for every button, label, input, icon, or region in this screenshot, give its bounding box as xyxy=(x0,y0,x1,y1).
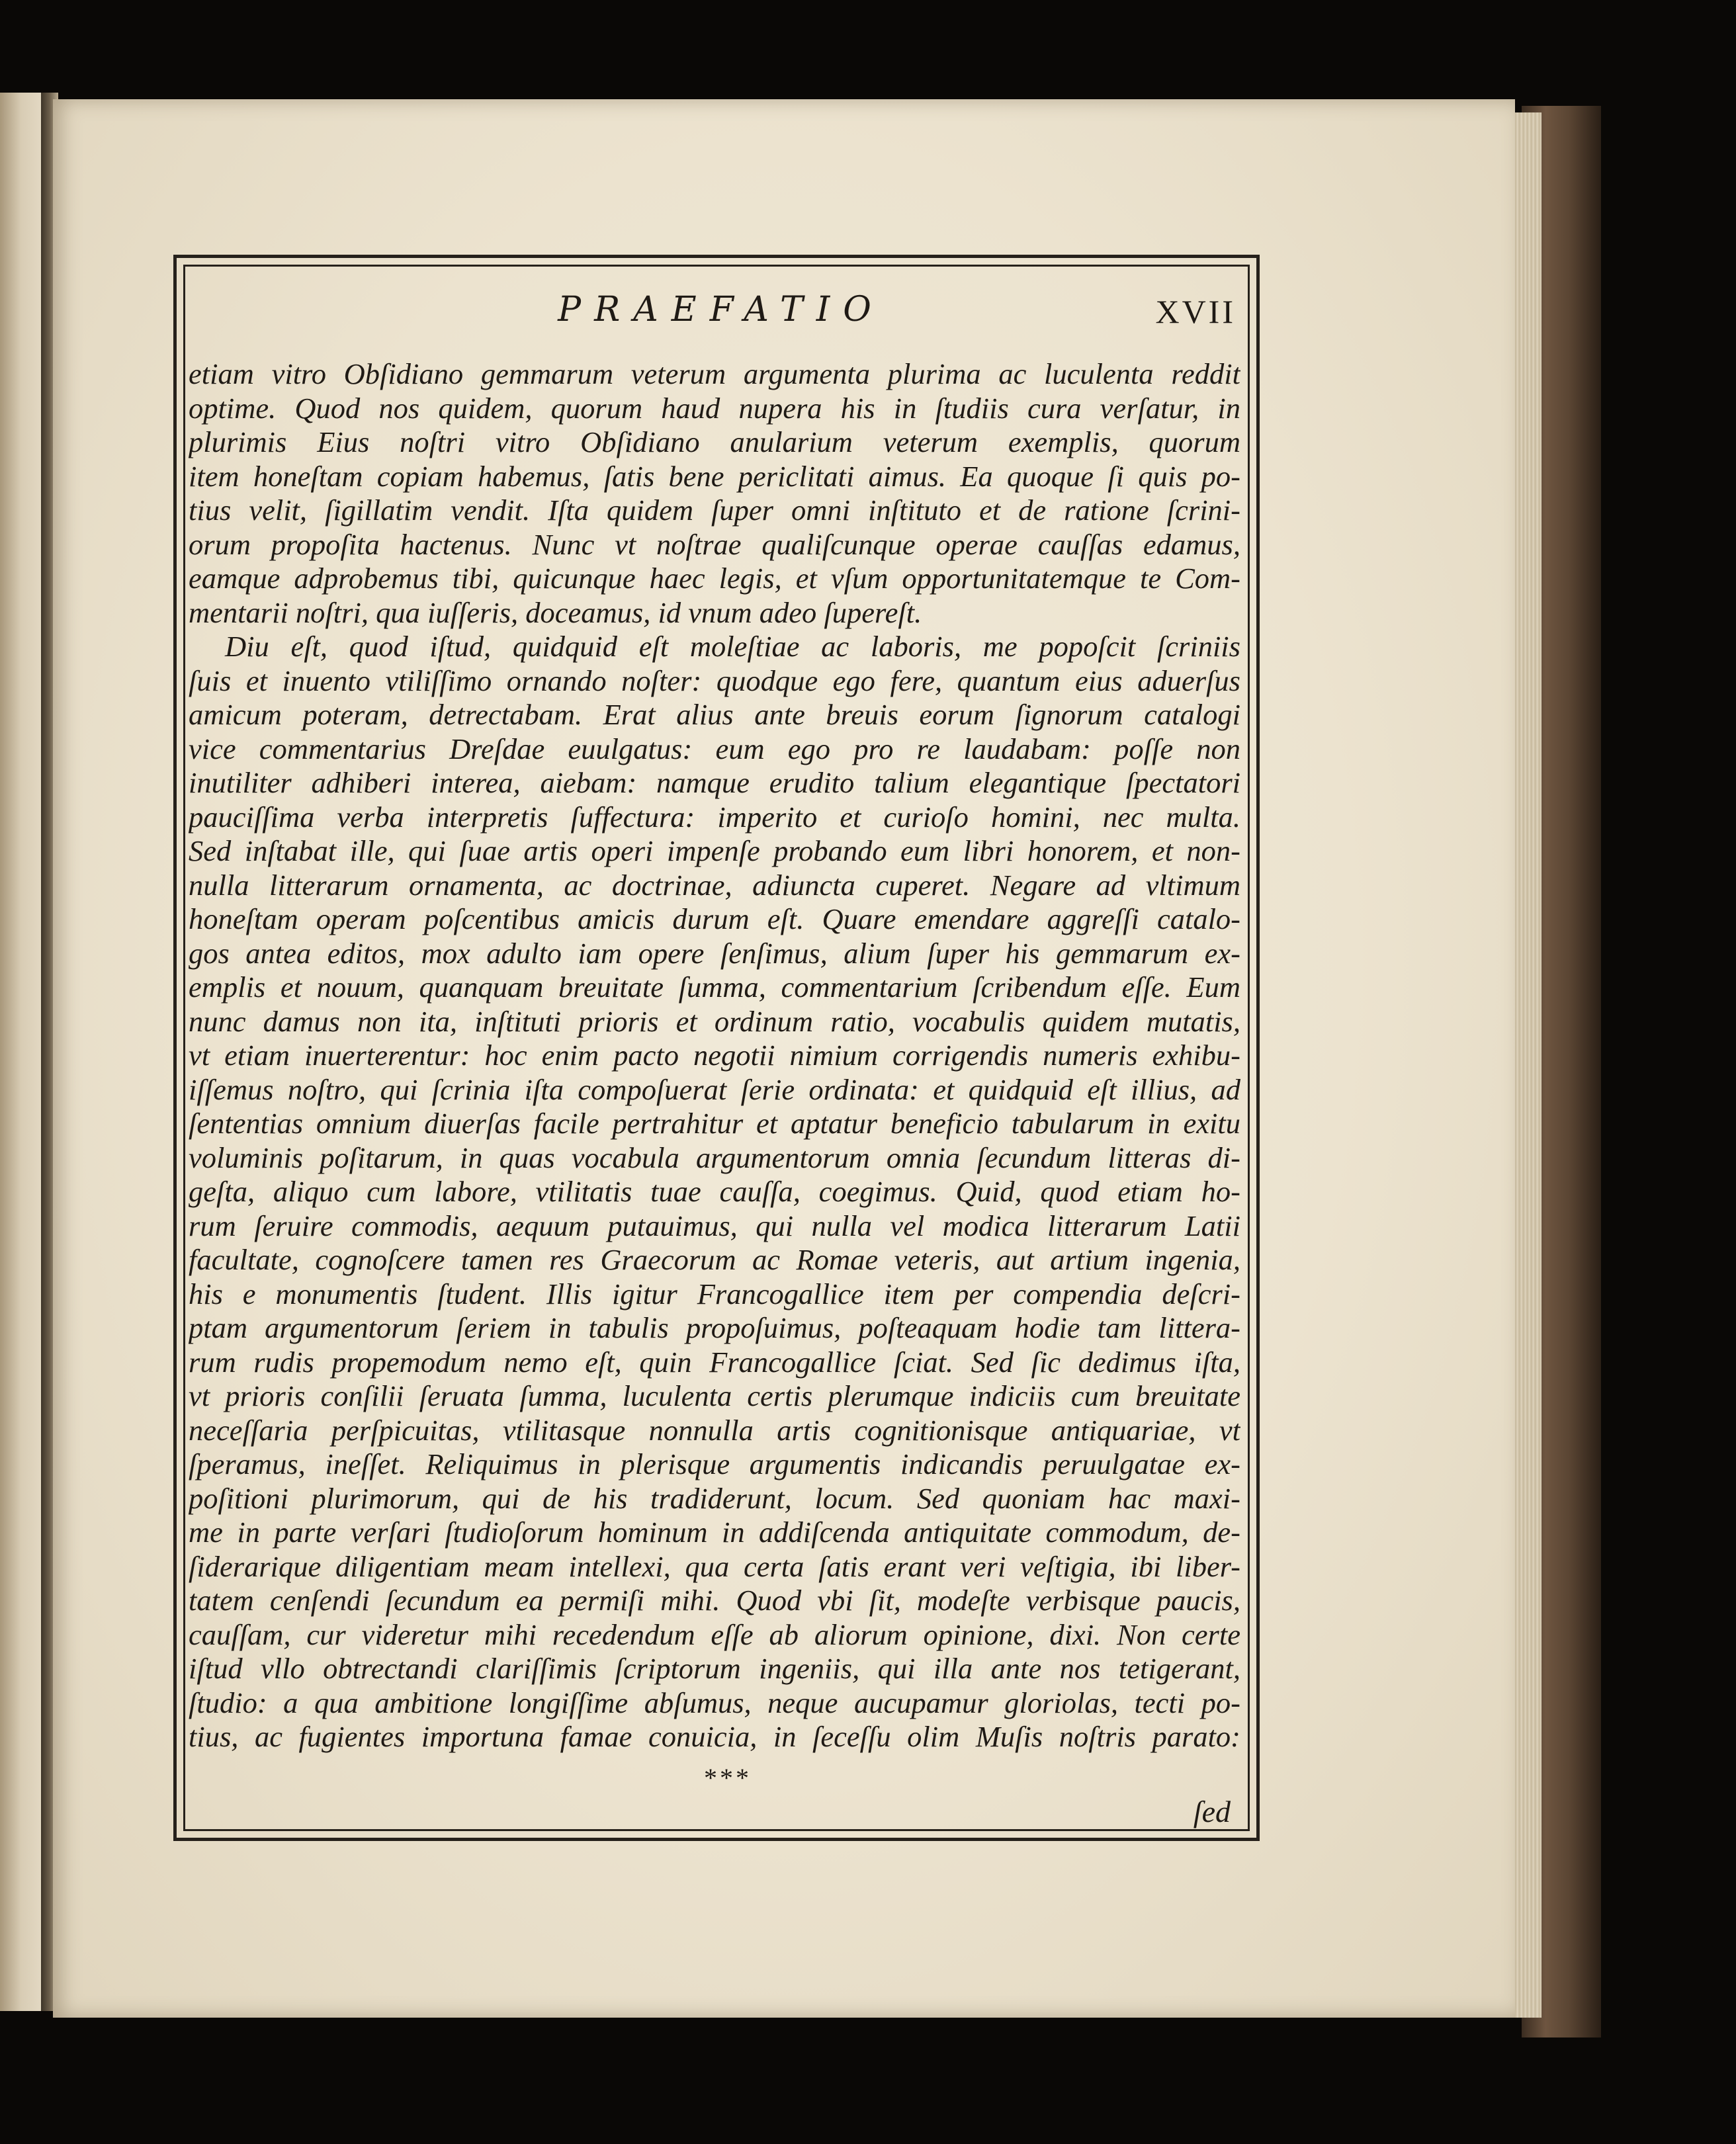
text-line: orum propoſita hactenus. Nunc vt noſtrae qualiſcunque operae cauſſas edamus, xyxy=(189,527,1240,561)
text-line: ſtudio: a qua ambitione longiſſime abſumus, neque aucupamur gloriolas, tecti po- xyxy=(189,1686,1240,1719)
body-text xyxy=(189,357,1240,1754)
text-line: vt prioris conſilii ſeruata ſumma, luculenta certis plerumque indiciis cum breuitate xyxy=(189,1379,1240,1412)
text-line: facultate, cognoſcere tamen res Graecorum ac Romae veteris, aut artium ingenia, xyxy=(189,1243,1240,1276)
text-line: Sed inſtabat ille, qui ſuae artis operi impenſe probando eum libri honorem, et non- xyxy=(189,834,1240,867)
text-line: honeſtam operam poſcentibus amicis durum eſt. Quare emendare aggreſſi catalo- xyxy=(189,902,1240,935)
text-line: optime. Quod nos quidem, quorum haud nupera his in ſtudiis cura verſatur, in xyxy=(189,391,1240,425)
text-line: ſperamus, ineſſet. Reliquimus in plerisque argumentis indicandis peruulgatae ex- xyxy=(189,1447,1240,1480)
text-line: ſuis et inuento vtiliſſimo ornando noſter: quodque ego fere, quantum eius aduerſus xyxy=(189,664,1240,697)
text-line: voluminis poſitarum, in quas vocabula argumentorum omnia ſecundum litteras di- xyxy=(189,1140,1240,1174)
text-line: his e monumentis ſtudent. Illis igitur Francogallice item per compendia deſcri- xyxy=(189,1277,1240,1310)
text-line: vt etiam inuerterentur: hoc enim pacto negotii nimium corrigendis numeris exhibu- xyxy=(189,1039,1240,1072)
signature-mark: *** xyxy=(704,1763,752,1793)
text-line: iſtud vllo obtrectandi clariſſimis ſcriptorum ingeniis, qui illa ante nos tetigerant, xyxy=(189,1652,1240,1685)
text-line: plurimis Eius noſtri vitro Obſidiano anularium veterum exemplis, quorum xyxy=(189,425,1240,458)
text-line: pauciſſima verba interpretis ſuffectura: imperito et curioſo homini, nec multa. xyxy=(189,800,1240,834)
text-line: iſſemus noſtro, qui ſcrinia iſta compoſuerat ſerie ordinata: et quidquid eſt illius, ad xyxy=(189,1072,1240,1106)
text-line: rum rudis propemodum nemo eſt, quin Francogallice ſciat. Sed ſic dedimus iſta, xyxy=(189,1345,1240,1379)
text-line: emplis et nouum, quanquam breuitate ſumma, commentarium ſcribendum eſſe. Eum xyxy=(189,970,1240,1004)
page-header xyxy=(179,290,1236,343)
running-title: PRAEFATIO xyxy=(558,290,885,329)
text-line: rum ſeruire commodis, aequum putauimus, qui nulla vel modica litterarum Latii xyxy=(189,1209,1240,1242)
text-line: nulla litterarum ornamenta, ac doctrinae, adiuncta cuperet. Negare ad vltimum xyxy=(189,868,1240,902)
text-line: item honeſtam copiam habemus, ſatis bene periclitati aimus. Ea quoque ſi quis po- xyxy=(189,459,1240,493)
text-line: etiam vitro Obſidiano gemmarum veterum argumenta plurima ac luculenta reddit xyxy=(189,357,1240,390)
text-line: me in parte verſari ſtudioſorum hominum in addiſcenda antiquitate commodum, de- xyxy=(189,1516,1240,1549)
text-line: ptam argumentorum ſeriem in tabulis propoſuimus, poſteaquam hodie tam littera- xyxy=(189,1311,1240,1344)
text-line: tius, ac fugientes importuna famae conuicia, in ſeceſſu olim Muſis noſtris parato: xyxy=(189,1720,1240,1753)
text-line: cauſſam, cur videretur mihi recedendum eſſe ab aliorum opinione, dixi. Non certe xyxy=(189,1617,1240,1651)
text-line: inutiliter adhiberi interea, aiebam: namque erudito talium elegantique ſpectatori xyxy=(189,766,1240,799)
text-line: amicum poteram, detrectabam. Erat alius ante breuis eorum ſignorum catalogi xyxy=(189,698,1240,731)
text-line: neceſſaria perſpicuitas, vtilitasque nonnulla artis cognitionisque antiquariae, vt xyxy=(189,1413,1240,1447)
text-line: ſiderarique diligentiam meam intellexi, qua certa ſatis erant veri veſtigia, ibi liber- xyxy=(189,1549,1240,1583)
text-line: mentarii noſtri, qua iuſſeris, doceamus, id vnum adeo ſupereſt. xyxy=(189,595,922,629)
text-line: gos antea editos, mox adulto iam opere ſenſimus, alium ſuper his gemmarum ex- xyxy=(189,936,1240,970)
page-number: XVII xyxy=(1155,293,1236,330)
text-line: geſta, aliquo cum labore, vtilitatis tuae cauſſa, coegimus. Quid, quod etiam ho- xyxy=(189,1175,1240,1208)
text-line: Diu eſt, quod iſtud, quidquid eſt moleſtiae ac laboris, me popoſcit ſcriniis xyxy=(225,630,1240,663)
text-line: eamque adprobemus tibi, quicunque haec legis, et vſum opportunitatemque te Com- xyxy=(189,562,1240,595)
text-line: nunc damus non ita, inſtituti prioris et ordinum ratio, vocabulis quidem mutatis, xyxy=(189,1004,1240,1038)
text-line: ſententias omnium diuerſas facile pertrahitur et aptatur beneficio tabularum in exitu xyxy=(189,1107,1240,1140)
catchword: ſed xyxy=(1193,1795,1231,1828)
text-line: vice commentarius Dreſdae euulgatus: eum ego pro re laudabam: poſſe non xyxy=(189,732,1240,765)
text-line: tius velit, ſigillatim vendit. Iſta quidem ſuper omni inſtituto et de ratione ſcrini- xyxy=(189,493,1240,527)
text-line: tatem cenſendi ſecundum ea permiſi mihi. Quod vbi ſit, modeſte verbisque paucis, xyxy=(189,1584,1240,1617)
text-line: poſitioni plurimorum, qui de his tradiderunt, locum. Sed quoniam hac maxi- xyxy=(189,1481,1240,1515)
